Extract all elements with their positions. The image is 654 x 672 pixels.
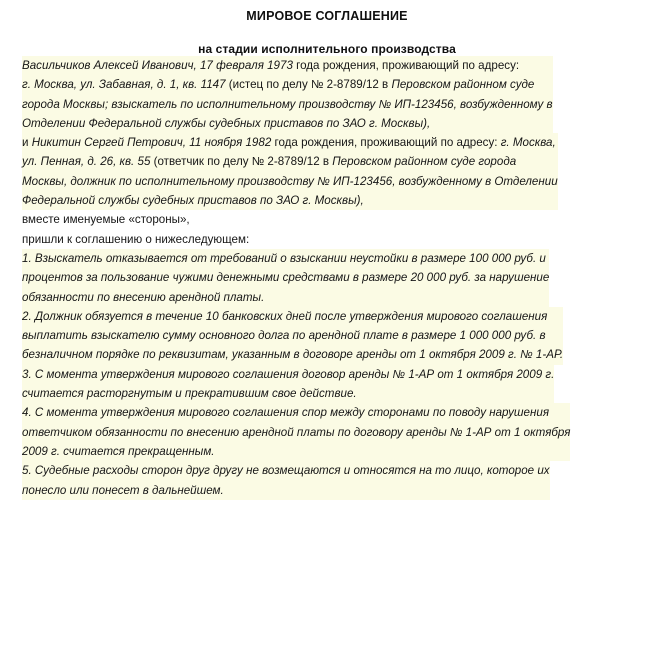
clause-2	[22, 307, 563, 365]
party-debtor-paragraph	[22, 133, 558, 210]
debtor-line-1: и Никитин Сергей Петрович, 11 ноября 1982 года рождения, проживающий по адресу: г. Москва,	[22, 136, 556, 150]
clause-1	[22, 249, 549, 307]
page-subtitle: на стадии исполнительного производства	[198, 42, 456, 56]
claimant-line-3: города Москвы; взыскатель по исполнительному производству № ИП-123456, возбужденному в	[22, 97, 553, 111]
agreed-intro-line: пришли к соглашению о нижеследующем:	[22, 232, 250, 246]
clause-1-line-1: 1. Взыскатель отказывается от требований о взыскании неустойки в размере 100 000 руб. и	[22, 251, 546, 265]
clause-5-line-1: 5. Судебные расходы сторон друг другу не возмещаются и относятся на то лицо, которое их	[22, 464, 550, 478]
clause-3	[22, 365, 554, 404]
clause-5-line-2: понесло или понесет в дальнейшем.	[22, 483, 224, 497]
clause-2-line-2: выплатить взыскателю сумму основного долга по арендной плате в размере 1 000 000 руб. в	[22, 329, 546, 343]
clause-4-line-2: ответчиком обязанности по внесению арендной платы по договору аренды № 1-АР от 1 октября	[22, 425, 571, 439]
clause-4-line-3: 2009 г. считается прекращенным.	[22, 444, 215, 458]
clause-3-line-2: считается расторгнутым и прекратившим свое действие.	[22, 387, 357, 401]
claimant-line-2: г. Москва, ул. Забавная, д. 1, кв. 1147 (истец по делу № 2-8789/12 в Перовском районном суде	[22, 78, 535, 92]
clause-4-line-1: 4. С момента утверждения мирового соглашения спор между сторонами по поводу нарушения	[22, 406, 550, 420]
clause-2-line-3: безналичном порядке по реквизитам, указанным в договоре аренды от 1 октября 2009 г. № 1-АР.	[22, 348, 564, 362]
debtor-line-3: Москвы, должник по исполнительному производству № ИП-123456, возбужденному в Отделении	[22, 174, 558, 188]
clause-2-line-1: 2. Должник обязуется в течение 10 банковских дней после утверждения мирового соглашения	[22, 309, 548, 323]
debtor-line-2: ул. Пенная, д. 26, кв. 55 (ответчик по делу № 2-8789/12 в Перовском районном суде города	[22, 155, 517, 169]
clause-3-line-1: 3. С момента утверждения мирового соглашения договор аренды № 1-АР от 1 октября 2009 г.	[22, 367, 555, 381]
clause-4	[22, 403, 570, 461]
page-title: МИРОВОЕ СОГЛАШЕНИЕ	[246, 9, 408, 23]
clause-1-line-2: процентов за пользование чужими денежными средствами в размере 20 000 руб. за нарушение	[22, 271, 550, 285]
debtor-line-4: Федеральной службы судебных приставов по ЗАО г. Москвы),	[22, 194, 364, 208]
document-body	[0, 56, 654, 500]
clause-5	[22, 461, 550, 500]
party-claimant-paragraph	[22, 56, 553, 133]
clause-1-line-3: обязанности по внесению арендной платы.	[22, 290, 265, 304]
jointly-named-line: вместе именуемые «стороны»,	[22, 213, 190, 227]
claimant-line-1: Васильчиков Алексей Иванович, 17 февраля 1973 года рождения, проживающий по адресу:	[22, 59, 520, 72]
claimant-line-4: Отделении Федеральной службы судебных приставов по ЗАО г. Москвы),	[22, 116, 431, 130]
